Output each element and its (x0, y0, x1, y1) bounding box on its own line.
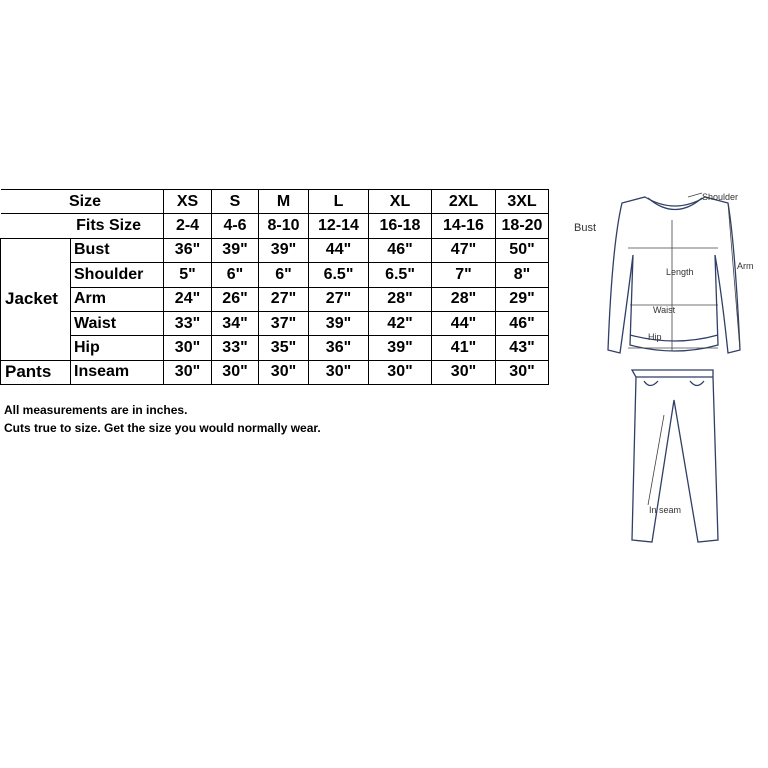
fits-2xl: 14-16 (432, 214, 496, 238)
fits-xs: 2-4 (164, 214, 212, 238)
size-chart-table (0, 189, 549, 385)
size-s: S (212, 190, 259, 214)
jacket-group-label: Jacket (1, 238, 71, 360)
row-label-shoulder: Shoulder (71, 263, 164, 287)
table-cell: 46" (369, 238, 432, 262)
size-2xl: 2XL (432, 190, 496, 214)
note-measurements: All measurements are in inches. (4, 403, 188, 417)
table-row (1, 360, 549, 384)
table-cell: 42" (369, 311, 432, 335)
label-waist: Waist (653, 305, 676, 315)
table-cell: 39" (309, 311, 369, 335)
fits-l: 12-14 (309, 214, 369, 238)
table-cell: 46" (496, 311, 549, 335)
label-shoulder: Shoulder (702, 192, 739, 202)
fits-row (1, 214, 549, 238)
table-row (1, 336, 549, 360)
table-cell: 34" (212, 311, 259, 335)
size-m: M (259, 190, 309, 214)
row-label-bust: Bust (71, 238, 164, 262)
table-cell: 30" (164, 336, 212, 360)
row-label-hip: Hip (71, 336, 164, 360)
table-cell: 36" (164, 238, 212, 262)
table-cell: 50" (496, 238, 549, 262)
label-arm: Arm (737, 261, 754, 271)
table-cell: 27" (259, 287, 309, 311)
table-cell: 47" (432, 238, 496, 262)
table-row (1, 238, 549, 262)
size-row (1, 190, 549, 214)
label-hip: Hip (648, 332, 662, 342)
table-cell: 43" (496, 336, 549, 360)
table-cell: 41" (432, 336, 496, 360)
fits-size-label: Fits Size (1, 214, 164, 238)
pants-group-label: Pants (1, 360, 71, 384)
table-cell: 6.5" (309, 263, 369, 287)
fits-m: 8-10 (259, 214, 309, 238)
table-cell: 27" (309, 287, 369, 311)
table-cell: 33" (164, 311, 212, 335)
table-row (1, 287, 549, 311)
size-xs: XS (164, 190, 212, 214)
size-label: Size (1, 190, 164, 214)
table-cell: 30" (496, 360, 549, 384)
size-l: L (309, 190, 369, 214)
table-cell: 39" (369, 336, 432, 360)
fits-xl: 16-18 (369, 214, 432, 238)
table-cell: 7" (432, 263, 496, 287)
label-inseam: In seam (649, 505, 682, 515)
table-cell: 30" (432, 360, 496, 384)
table-cell: 5" (164, 263, 212, 287)
table-cell: 6" (259, 263, 309, 287)
row-label-arm: Arm (71, 287, 164, 311)
table-cell: 37" (259, 311, 309, 335)
table-cell: 30" (259, 360, 309, 384)
table-row (1, 311, 549, 335)
table-cell: 6" (212, 263, 259, 287)
size-xl: XL (369, 190, 432, 214)
table-cell: 29" (496, 287, 549, 311)
table-cell: 30" (309, 360, 369, 384)
table-cell: 30" (164, 360, 212, 384)
table-cell: 6.5" (369, 263, 432, 287)
pants-outline-icon (632, 370, 718, 542)
table-cell: 44" (432, 311, 496, 335)
fits-s: 4-6 (212, 214, 259, 238)
table-cell: 28" (369, 287, 432, 311)
table-cell: 24" (164, 287, 212, 311)
table-cell: 30" (369, 360, 432, 384)
table-cell: 39" (212, 238, 259, 262)
row-label-inseam: Inseam (71, 360, 164, 384)
table-cell: 8" (496, 263, 549, 287)
table-cell: 33" (212, 336, 259, 360)
table-row (1, 263, 549, 287)
label-length: Length (666, 267, 694, 277)
table-cell: 30" (212, 360, 259, 384)
table-cell: 36" (309, 336, 369, 360)
row-label-waist: Waist (71, 311, 164, 335)
label-bust: Bust (574, 222, 597, 234)
size-3xl: 3XL (496, 190, 549, 214)
table-cell: 35" (259, 336, 309, 360)
table-cell: 26" (212, 287, 259, 311)
table-cell: 28" (432, 287, 496, 311)
table-cell: 44" (309, 238, 369, 262)
garment-diagram (560, 185, 765, 555)
note-fit: Cuts true to size. Get the size you would normally wear. (4, 421, 321, 435)
fits-3xl: 18-20 (496, 214, 549, 238)
table-cell: 39" (259, 238, 309, 262)
